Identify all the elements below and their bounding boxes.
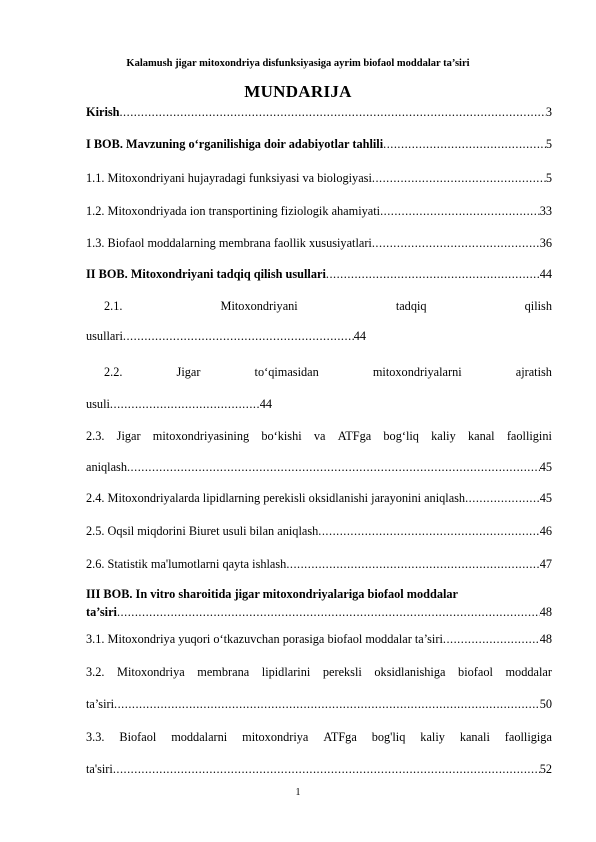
toc-entry-2-5[interactable]: 2.5. Oqsil miqdorini Biuret usuli bilan aniqlash ..... 46 — [86, 523, 552, 539]
toc-entry-2-1-line1[interactable]: 2.1. Mitoxondriyani tadqiq qilish — [104, 299, 552, 313]
toc-entry-2-2-line2[interactable]: usuli ..... 44 — [86, 396, 272, 412]
toc-entry-2-6[interactable]: 2.6. Statistik ma'lumotlarni qayta ishlash ..... 47 — [86, 556, 552, 572]
toc-entry-3-2-line2[interactable]: ta’siri ..... 50 — [86, 696, 552, 712]
toc-entry-kirish[interactable]: Kirish ..... 3 — [86, 104, 552, 120]
page-number: 1 — [295, 787, 301, 798]
toc-entry-chapter-1[interactable]: I BOB. Mavzuning o‘rganilishiga doir adabiyotlar tahlili ..... 5 — [86, 136, 552, 152]
toc-entry-chapter-3-line1[interactable]: III BOB. In vitro sharoitida jigar mitoxondriyalariga biofaol moddalar — [86, 587, 459, 601]
toc-entry-2-1-line2[interactable]: usullari ..... 44 — [86, 328, 366, 344]
toc-entry-1-3[interactable]: 1.3. Biofaol moddalarning membrana faollik xususiyatlari ..... 36 — [86, 235, 552, 251]
toc-entry-2-2-line1[interactable]: 2.2. Jigar to‘qimasidan mitoxondriyalarni ajratish — [104, 365, 552, 379]
toc-entry-3-1[interactable]: 3.1. Mitoxondriya yuqori o‘tkazuvchan porasiga biofaol moddalar ta’siri ..... 48 — [86, 631, 552, 647]
toc-entry-3-2-line1[interactable]: 3.2. Mitoxondriya membrana lipidlarini pereksli oksidlanishiga biofaol moddalar — [86, 665, 552, 679]
toc-entry-2-4[interactable]: 2.4. Mitoxondriyalarda lipidlarning perekisli oksidlanishi jarayonini aniqlash ..... 45 — [86, 490, 552, 506]
toc-entry-chapter-2[interactable]: II BOB. Mitoxondriyani tadqiq qilish usullari ..... 44 — [86, 266, 552, 282]
toc-entry-1-2[interactable]: 1.2. Mitoxondriyada ion transportining fiziologik ahamiyati ..... 33 — [86, 203, 552, 219]
toc-entry-2-3-line1[interactable]: 2.3. Jigar mitoxondriyasining bo‘kishi va ATFga bog‘liq kaliy kanal faolligini — [86, 429, 552, 443]
toc-entry-3-3-line1[interactable]: 3.3. Biofaol moddalarni mitoxondriya ATFga bog'liq kaliy kanali faolligiga — [86, 730, 552, 744]
toc-entry-1-1[interactable]: 1.1. Mitoxondriyani hujayradagi funksiyasi va biologiyasi ..... 5 — [86, 170, 552, 186]
toc-entry-2-3-line2[interactable]: aniqlash ..... 45 — [86, 459, 552, 475]
toc-heading: MUNDARIJA — [244, 82, 352, 101]
document-title: Kalamush jigar mitoxondriya disfunksiyasiga ayrim biofaol moddalar ta’siri — [126, 58, 470, 69]
toc-entry-chapter-3-line2[interactable]: ta’siri ..... 48 — [86, 604, 552, 620]
toc-entry-3-3-line2[interactable]: ta'siri ..... 52 — [86, 761, 552, 777]
